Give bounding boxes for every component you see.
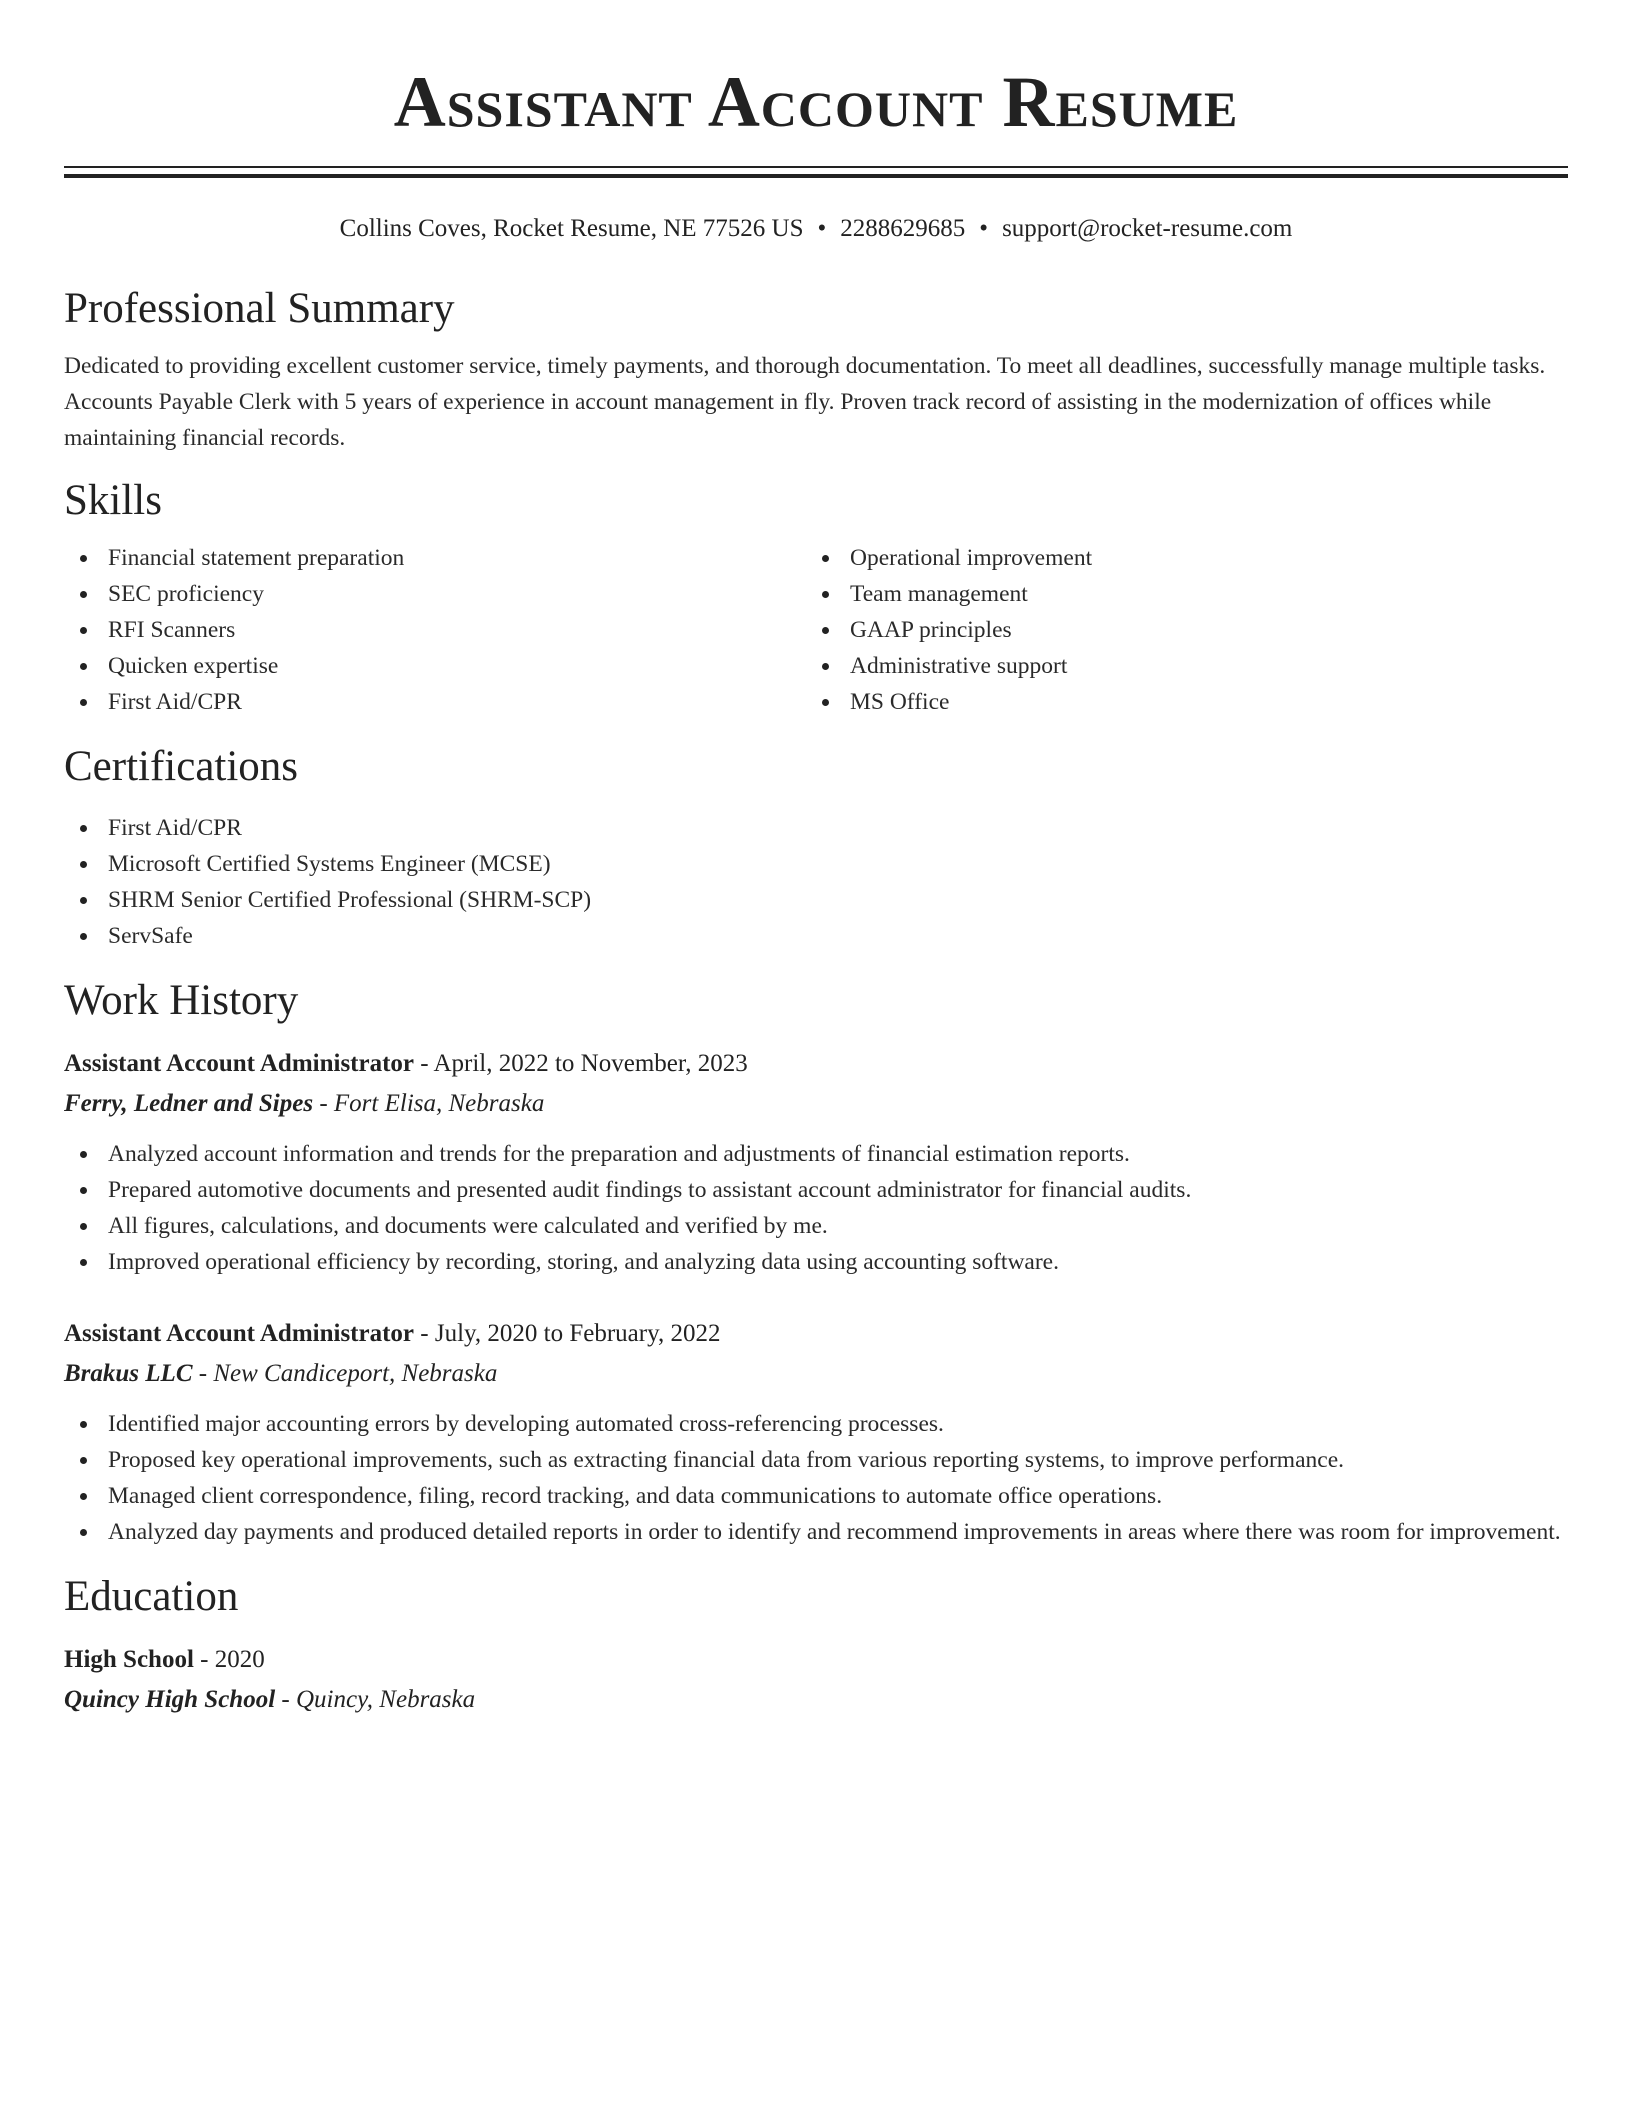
work-history-heading: Work History — [64, 977, 299, 1024]
contact-separator: • — [817, 215, 827, 242]
job-company: Brakus LLC — [64, 1360, 193, 1387]
job-bullet: Analyzed account information and trends for the preparation and adjustments of financial estimation reports. — [64, 1136, 1568, 1172]
job-title: Assistant Account Administrator — [64, 1320, 415, 1347]
job-company-line — [64, 1354, 1568, 1394]
job-bullet: Prepared automotive documents and presented audit findings to assistant account administrator for financial audits. — [64, 1172, 1568, 1208]
skills-list-right — [806, 540, 1548, 720]
job-entry — [64, 1044, 1568, 1280]
certifications-list — [64, 810, 1568, 954]
job-title-line — [64, 1314, 1568, 1354]
school-name: Quincy High School — [64, 1686, 276, 1713]
job-bullet: All figures, calculations, and documents were calculated and verified by me. — [64, 1208, 1568, 1244]
education-heading: Education — [64, 1573, 239, 1620]
divider-line-thick — [64, 174, 1568, 178]
job-bullet: Analyzed day payments and produced detailed reports in order to identify and recommend improvements in areas where there was room for improvement. — [64, 1514, 1568, 1550]
certification-item: SHRM Senior Certified Professional (SHRM-SCP) — [64, 882, 1568, 918]
contact-address: Collins Coves, Rocket Resume, NE 77526 US — [339, 215, 804, 242]
skills-heading: Skills — [64, 477, 162, 524]
job-company-line — [64, 1084, 1568, 1124]
job-dates: - July, 2020 to February, 2022 — [420, 1320, 721, 1347]
certification-item: ServSafe — [64, 918, 1568, 954]
title-divider — [64, 166, 1568, 178]
skill-item: First Aid/CPR — [64, 684, 806, 720]
job-bullet: Improved operational efficiency by recording, storing, and analyzing data using accounting software. — [64, 1244, 1568, 1280]
skill-item: SEC proficiency — [64, 576, 806, 612]
job-company: Ferry, Ledner and Sipes — [64, 1090, 314, 1117]
job-location: - New Candiceport, Nebraska — [198, 1360, 498, 1387]
certification-item: First Aid/CPR — [64, 810, 1568, 846]
skill-item: MS Office — [806, 684, 1548, 720]
job-bullet: Managed client correspondence, filing, record tracking, and data communications to automate office operations. — [64, 1478, 1568, 1514]
skill-item: RFI Scanners — [64, 612, 806, 648]
skill-item: Financial statement preparation — [64, 540, 806, 576]
job-dates: - April, 2022 to November, 2023 — [420, 1050, 748, 1077]
summary-heading: Professional Summary — [64, 285, 455, 332]
degree: High School — [64, 1646, 194, 1673]
job-bullet: Proposed key operational improvements, such as extracting financial data from various reporting systems, to improve performance. — [64, 1442, 1568, 1478]
skills-columns — [64, 540, 1568, 720]
skill-item: Team management — [806, 576, 1548, 612]
job-entry — [64, 1314, 1568, 1550]
school-line — [64, 1680, 1568, 1720]
skill-item: GAAP principles — [806, 612, 1548, 648]
certifications-heading: Certifications — [64, 743, 299, 790]
skill-item: Operational improvement — [806, 540, 1548, 576]
job-title-line — [64, 1044, 1568, 1084]
job-bullet: Identified major accounting errors by developing automated cross-referencing processes. — [64, 1406, 1568, 1442]
skill-item: Quicken expertise — [64, 648, 806, 684]
job-bullets — [64, 1406, 1568, 1550]
education-entry — [64, 1640, 1568, 1720]
skills-list-left — [64, 540, 806, 720]
contact-phone: 2288629685 — [840, 215, 966, 242]
certification-item: Microsoft Certified Systems Engineer (MCSE) — [64, 846, 1568, 882]
skill-item: Administrative support — [806, 648, 1548, 684]
divider-line-thin — [64, 166, 1568, 168]
graduation-year: - 2020 — [200, 1646, 265, 1673]
contact-line — [64, 212, 1568, 246]
job-bullets — [64, 1136, 1568, 1280]
job-location: - Fort Elisa, Nebraska — [319, 1090, 545, 1117]
resume-page — [64, 0, 1568, 1720]
school-location: - Quincy, Nebraska — [281, 1686, 476, 1713]
resume-title: Assistant Account Resume — [393, 62, 1239, 142]
contact-email: support@rocket-resume.com — [1002, 215, 1293, 242]
job-title: Assistant Account Administrator — [64, 1050, 415, 1077]
degree-line — [64, 1640, 1568, 1680]
summary-text: Dedicated to providing excellent customer service, timely payments, and thorough documentation. To meet all deadlines, successfully manage multiple tasks. Accounts Payable Clerk with 5 years of experience in account management in fly. Proven track record of assisting in the modernization of offices while maintaining financial records. — [64, 353, 1546, 451]
contact-separator: • — [979, 215, 989, 242]
